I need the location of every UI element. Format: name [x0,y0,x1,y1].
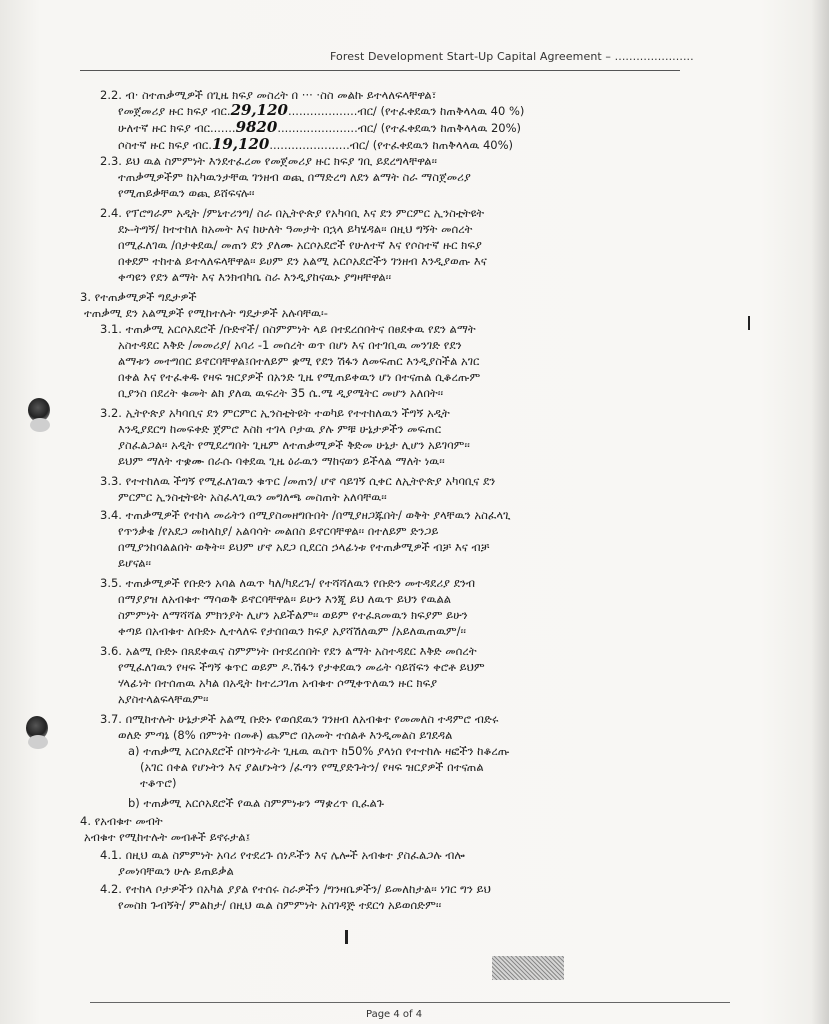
line-text: 4.1. በዚህ ዉል ስምምነት አባሪ የተደረጉ ሰነዶችን እና ሌሎች አብቁተ ያስፈልጋሉ ብሎ [100,848,465,862]
text-line [118,170,471,184]
punch-hole-bottom-shadow [28,735,48,749]
text-line [118,238,482,252]
line-text: ተጠቃሚ ደን አልሚዎች የሚከተሉት ግዴታዎች አሉባቸዉ፡- [84,306,328,320]
text-line [118,422,441,436]
page-number: Page 4 of 4 [366,1009,423,1020]
line-text: 2.2. ብ· ስተጠቃሚዎች በጊዜ ክፍያ መስረት በ ··· ·ስስ መልኩ ይተላለፍላቸዋል፣ [100,88,437,102]
text-line [100,848,465,862]
text-line [100,206,484,220]
line-text: 2.4. የፕሮግራም አዲት /ምኒተሪንግ/ ስራ በኢትዮጵያ የአካባቢ እና ደን ምርምር ኢንስቲትዩት [100,206,485,220]
footer-rule [90,1002,730,1003]
line-text-continued: ...................ብር/ (የተፈቀደዉን ከጠቅላላዉ 40 %) [287,104,525,118]
text-line [118,524,438,538]
line-text: ተቆጥሮ) [140,776,177,790]
line-text: (አገር በቀል የሆኑትን እና ያልሆኑትን /ፈጣን የሚያድጉትን/ የዛፍ ዝርያዎች በተናጠል [140,760,484,774]
line-text: ቀጣዩን የደን ልማት እና እንክብካቤ ስራ እንዲያከናዉኑ ያግዛቸዋል፡፡ [118,270,392,284]
line-text: 2.3. ይህ ዉል ስምምነት እንደተፈረመ የመጀመሪያ ዙር ክፍያ ገቢ ይደረግላቸዋል፡፡ [100,154,437,168]
line-text: ልማቱን መተግበር ይኖርባቸዋል፤በተለይም ቋሚ የደን ሽፋን ለመፍጠር እንዲያስችል አገር [118,354,480,368]
line-text: እንዲያደርግ ከመፍቀድ ጀምሮ እስከ ተገላ ቦታዉ ያሉ ምቹ ሁኔታዎችን መፍጠር [118,422,442,436]
line-text: በማያያዝ ለአብቁተ ማሳወቅ ይኖርባቸዋል፡፡ ይሁን እንጂ ይህ ለዉጥ ይህን የዉልል [118,592,452,606]
text-line [140,760,484,774]
text-line [84,830,250,844]
line-text: አብቁተ የሚከተሉት መብቶች ይኖሩታል፤ [84,830,251,844]
punch-hole-top-shadow [30,418,50,432]
text-line [118,370,480,384]
text-line [100,644,477,658]
text-line [118,692,209,706]
line-text: 3.1. ተጠቃሚ አርሶአደሮች /ቡድኖች/ በስምምነት ላይ በተደረሰበትና በፀደቀዉ የደን ልማት [100,322,476,336]
line-text: ቢያንስ በደረት ቁመት ልክ ያለዉ ዉፍረት 35 ሴ.ሜ ዲያሜትር መሆን አለበት፡፡ [118,386,444,400]
line-text: ያመነባቸዉን ሁሉ ይጠይቃል [118,864,234,878]
line-text: 3. የተጠቃሚዎች ግዴታዎች [80,290,197,304]
line-text: ያስፈልጋል፡፡ አዲት የሚደረግበት ጊዜም ለተጠቃሚዎች ቅድመ ሁኔታ ሊሆን አይገባም፡፡ [118,438,470,452]
text-line [100,154,437,168]
text-line [100,576,475,590]
text-line [118,338,462,352]
line-text: ሶስተኛ ዙር ክፍያ ብር. [118,138,212,152]
line-text: በቀደም ተከተል ይተላለፍላቸዋል፡፡ ይሀም ደን አልሚ አርሶአደሮችን ገንዘብ እንዲያወጡ እና [118,254,487,268]
pen-mark [345,930,348,944]
line-text: 3.5. ተጠቃሚዎች የቡድን አባል ለዉጥ ካለ/ካደረጉ/ የተሻሻለዉን የቡድን መተዳደሪያ ደንብ [100,576,476,590]
text-line [118,660,485,674]
text-line [118,592,451,606]
text-line [100,882,491,896]
text-line [118,222,472,236]
line-text: 4. የአብቁተ መብት [80,814,163,828]
handwritten-amount: 9820 [235,118,278,136]
line-text: 3.3. የተተከለዉ ችግኝ የሚፈለገዉን ቁጥር /መጠን/ ሆኖ ሳይገኝ ሲቀር ለኢትዮጵያ አካባቢና ደን [100,474,496,488]
text-line [140,776,176,790]
header-rule [80,70,680,71]
line-text: ሁለተኛ ዙር ክፍያ ብር....... [118,121,236,135]
text-line [100,508,511,522]
line-text: ስምምነት ለማሻሻል ምክንያት ሊሆን አይችልም፡፡ ወይም የተፈጸመዉን ክፍያም ይሁን [118,608,468,622]
text-line [118,270,391,284]
text-line [118,254,487,268]
text-line [80,290,197,304]
page-edge-shadow [811,0,829,1024]
line-text: ወለድ ምጣኔ (8% በምንት በመቶ) ጨምሮ በአመት ተሰልቶ እንዲመልስ ይገደዳል [118,728,453,742]
text-line [118,676,437,690]
text-line [100,474,495,488]
line-text: የሚፈለገዉን የዛፍ ችግኝ ቁጥር ወይም ዶ.ሽፋን የታቀደዉን መሬት ሳይሸፍን ቀሮቶ ይህም [118,660,485,674]
text-line [118,386,443,400]
line-text: ይሆናል፡፡ [118,556,151,570]
text-line [118,608,468,622]
line-text: በሚያንከባልልበት ወቅት፡፡ ይህም ሆኖ አደጋ ቢደርስ ኃላፊነቱ የተጠቃሚዎች ብቻ እና ብቻ [118,540,490,554]
line-text: 3.4. ተጠቃሚዎች የተከላ መሬትን በሚያስመዘግቡበት /በሚያዘጋጁበት/ ወቅት ያላቸዉን አስፈላጊ [100,508,511,522]
line-text: 3.6. አልሚ ቡድኑ በጸደቀዉና ስምምነት በተደረሰበት የደን ልማት አስተዳደር እቅድ መሰረት [100,644,477,658]
line-text: በሚፈለገዉ /በታቀደዉ/ መጠን ደን ያለሙ አርሶአደሮች የሁለተኛ እና የሶስተኛ ዙር ክፍያ [118,238,482,252]
line-text: ሃላፊነት በተሰጠዉ አካል በአዲት ከተረጋገጠ አብቁተ ሶሚቀጥለዉን ዙር ክፍያ [118,676,438,690]
text-line [118,540,489,554]
text-line [118,728,452,742]
text-line [118,103,524,118]
text-line [100,712,498,726]
margin-mark [748,316,750,330]
text-line [118,898,441,912]
text-line [118,186,255,200]
text-line [100,322,476,336]
line-text: 3.7. በሚከተሉት ሁኔታዎች አልሚ ቡድኑ የወሰደዉን ገንዘብ ለአብቁተ የመመለስ ተዳምሮ ብድሩ [100,712,499,726]
page-header: Forest Development Start-Up Capital Agreement – ...................... [330,50,694,63]
text-line [118,624,466,638]
text-line [80,814,163,828]
line-text: የጥንቃቄ /የአደጋ መከላከያ/ አልባሳት መልበስ ይኖርባቸዋል፡፡ በተለይም ድንጋይ [118,524,439,538]
handwritten-amount: 29,120 [230,101,288,119]
text-line [118,120,521,135]
line-text: አያስተላልፍላቸዉም፡፡ [118,692,209,706]
text-line [128,796,384,810]
text-line [84,306,328,320]
line-text: የመጀመሪያ ዙር ክፍያ ብር. [118,104,231,118]
text-line [118,454,445,468]
text-line [100,406,450,420]
line-text: አስተዳደር እቅድ /መመሪያ/ አባሪ -1 መሰረት ወጥ በሆነ እና በተገቢዉ መንገድ የደን [118,338,462,352]
line-text: 3.2. ኢትዮጵያ አካባቢና ደን ምርምር ኢንስቲትዩት ተወካይ የተተከለዉን ችግኝ አዲት [100,406,450,420]
line-text: በቀል እና የተፈቀዱ የዛፍ ዝርያዎች በአንድ ጊዜ የሚጠይቀዉን ሆነ በተናጠል ሲቆረጡም [118,370,481,384]
text-line [118,556,151,570]
handwritten-amount: 19,120 [211,135,270,153]
text-line [118,438,470,452]
text-line [118,490,387,504]
text-line [118,354,479,368]
line-text: የሚጠይቃቸዉን ወጪ ይሸፍናሉ፡፡ [118,186,255,200]
line-text: ተጠቃሚዎችም ከአካዉንታቸዉ ገንዘብ ወጪ በማድረግ ለደን ልማት ስራ ማስጀመሪያ [118,170,471,184]
text-line [118,864,234,878]
text-line [128,744,509,758]
line-text: 4.2. የተከላ ቦታዎችን በአካል ያያል የተሰሩ ስራዎችን /ግንዛቤዎችን/ ይመለከታል፡፡ ነገር ግን ይህ [100,882,491,896]
text-line [100,88,436,102]
line-text: a) ተጠቃሚ አርሶአደሮች በኮንትራት ጊዜዉ ዉስጥ ከ50% ያላነሰ የተተከሉ ዛፎችን ከቆረጡ [128,744,510,758]
line-text-continued: ......................ብር/ (የተፈቀደዉን ከጠቅላላዉ 20%) [277,121,522,135]
line-text: ቀጣይ በአብቁተ ለቡድኑ ሊተላለፍ የታሰበዉን ክፍያ አያሻሽለዉም /አይለዉጠዉም/፡፡ [118,624,466,638]
text-line [118,137,513,152]
line-text-continued: ......................ብር/ (የተፈቀደዉን ከጠቅላላዉ 40%) [269,138,514,152]
line-text: ደኑ-ትግኝ/ ከተተከለ ከአመት እና ከሁለት ዓመታት በኋላ ይካሄዳል፡፡ በዚህ ግኝት መሰረት [118,222,473,236]
seal-stamp [492,956,564,980]
line-text: b) ተጠቃሚ አርሶአደሮች የዉል ስምምነቱን ማቋረጥ ቢፈልጉ [128,796,384,810]
line-text: ይህም ማለት ተቋሙ በራሱ ባቀደዉ ጊዜ ዕራዉን ማከናወን ይችላል ማለት ነዉ፡፡ [118,454,445,468]
line-text: ምርምር ኢንስቲትዩት አስፈላጊዉን መግለጫ መስጠት አለባቸዉ፡፡ [118,490,387,504]
line-text: የመስክ ጉብኝት/ ምልከታ/ በዚህ ዉል ስምምነት አስገዳጅ ተደርጎ አይወሰድም፡፡ [118,898,442,912]
